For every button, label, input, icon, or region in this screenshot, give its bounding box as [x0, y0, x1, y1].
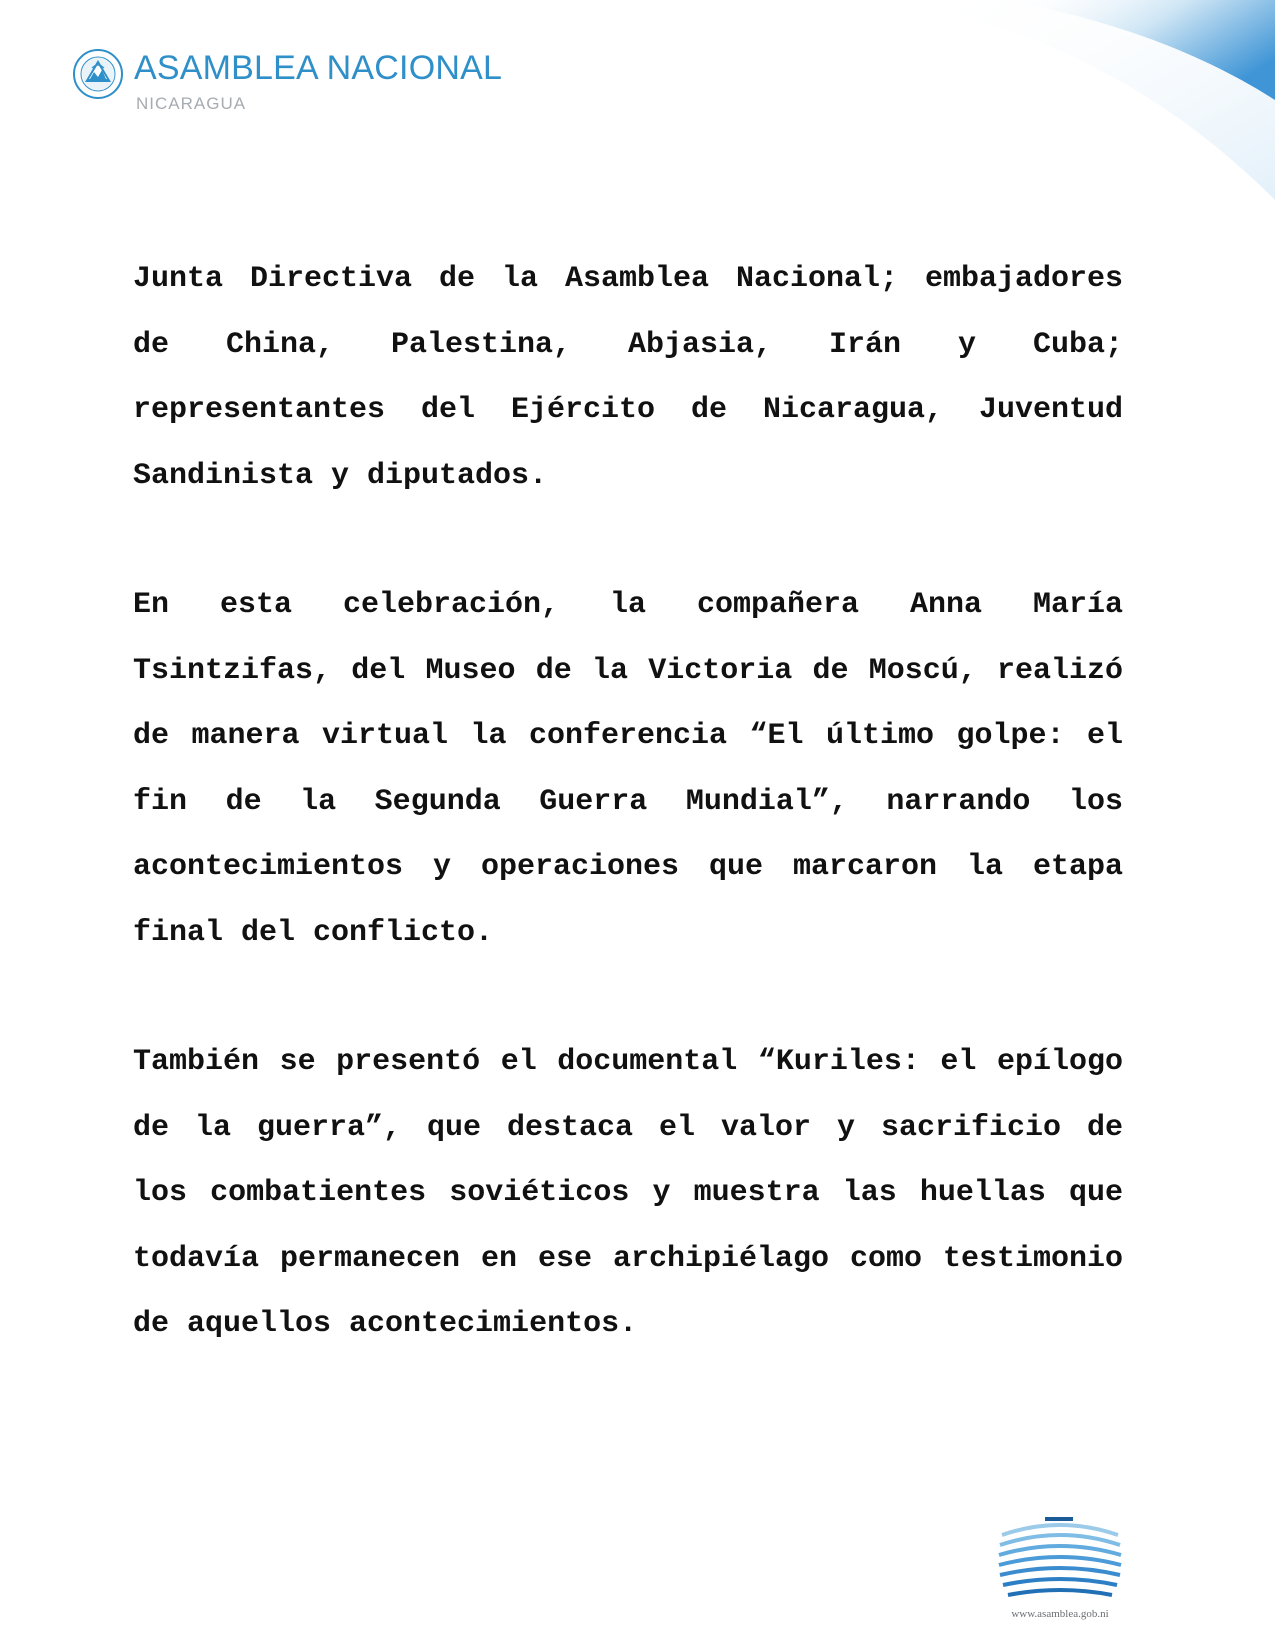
paragraph-2: En esta celebración, la compañera Anna María Tsintzifas, del Museo de la Victoria de Moscú, realizó de manera virtual la conferencia “El último golpe: el fin de la Segunda Guerra Mundial”, narrando los acontecimientos y operaciones que marcaron la etapa final del conflicto. [133, 588, 1123, 950]
nicaragua-coat-of-arms-icon [72, 48, 124, 100]
footer-url: www.asamblea.gob.ni [1011, 1608, 1109, 1620]
paragraph-3: También se presentó el documental “Kuriles: el epílogo de la guerra”, que destaca el valor y sacrificio de los combatientes soviéticos y muestra las huellas que todavía permanecen en ese archipiélago como testimonio de aquellos acontecimientos. [133, 1045, 1123, 1341]
institution-name: ASAMBLEA NACIONAL [134, 49, 503, 87]
paragraph-1: Junta Directiva de la Asamblea Nacional; embajadores de China, Palestina, Abjasia, Irán y Cuba; representantes del Ejército de Nicaragua, Juventud Sandinista y diputados. [133, 262, 1123, 493]
corner-swoosh-decoration [855, 0, 1275, 200]
assembly-chamber-logo-icon [990, 1515, 1130, 1605]
country-name: NICARAGUA [136, 94, 247, 113]
document-body [133, 247, 1123, 1422]
